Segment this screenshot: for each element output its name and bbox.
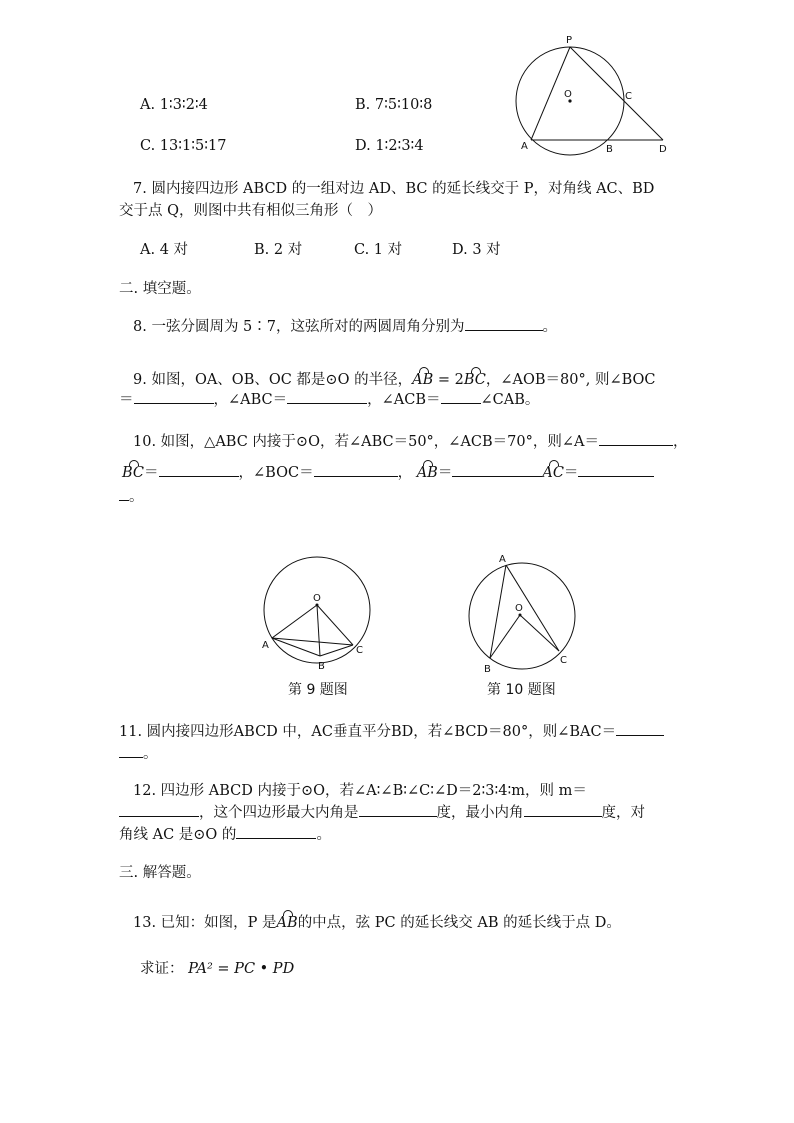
q12-ac-blank[interactable] — [236, 824, 316, 839]
q10-ab-blank[interactable] — [452, 462, 542, 477]
label-o-fig9: O — [313, 593, 321, 604]
q9-boc-blank[interactable] — [134, 389, 214, 404]
section-answer-heading: 三. 解答题。 — [119, 865, 201, 881]
label-d: D — [659, 144, 667, 155]
q10-eq3: ＝ — [563, 465, 579, 481]
q12-ac-label: 角线 AC 是⊙O 的 — [119, 827, 237, 843]
label-b-fig10: B — [484, 664, 491, 675]
q12-min-label: 度，最小内角 — [436, 805, 524, 821]
label-c-fig9: C — [356, 645, 363, 656]
caption-fig9: 第 9 题图 — [288, 682, 348, 698]
arc-ab-q13: AB — [276, 915, 298, 931]
q9-abc-label: ，∠ABC＝ — [213, 392, 288, 408]
section-fill-in-heading: 二. 填空题。 — [119, 281, 201, 297]
chord-ac-fig10 — [506, 565, 559, 651]
q10-sep: ， — [397, 465, 413, 481]
q8-answer-blank[interactable] — [465, 316, 543, 331]
figure-q10 — [460, 550, 590, 680]
q11-answer-blank-cont[interactable] — [119, 743, 143, 758]
q13-prove-label: 求证： — [140, 961, 184, 977]
caption-fig10: 第 10 题图 — [487, 682, 556, 698]
q7-option-c: C. 1 对 — [354, 242, 403, 258]
circle-o-fig10 — [469, 563, 575, 669]
q6-option-c: C. 13∶1∶5∶17 — [140, 138, 227, 154]
radius-ob — [317, 605, 320, 656]
q10-a-blank[interactable] — [599, 431, 673, 446]
q13-prove — [140, 957, 294, 978]
q12-max-label: ，这个四边形最大内角是 — [199, 805, 359, 821]
q7-option-d: D. 3 对 — [452, 242, 501, 258]
q10-boc-blank[interactable] — [314, 462, 398, 477]
q11-text: 11. 圆内接四边形ABCD 中，AC垂直平分BD，若∠BCD＝80°，则∠BAC＝ — [119, 724, 617, 740]
q9-line2 — [119, 388, 539, 409]
q10-end: 。 — [129, 489, 144, 505]
q9-acb-label: ，∠ACB＝ — [367, 392, 441, 408]
chord-ac — [272, 638, 353, 645]
arc-bc-q10: BC — [122, 465, 145, 481]
q13-part1: 13. 已知：如图，P 是 — [133, 915, 277, 931]
label-p: P — [566, 35, 573, 46]
q13-part2: 的中点，弦 PC 的延长线交 AB 的延长线于点 D。 — [297, 915, 621, 931]
radius-oa — [272, 605, 317, 638]
q7-option-a: A. 4 对 — [140, 242, 189, 258]
q9-part2: ，∠AOB＝80°, 则∠BOC — [485, 372, 656, 388]
q10-comma: ， — [673, 434, 688, 450]
q7-line2: 交于点 Q，则图中共有相似三角形（ ） — [119, 203, 382, 219]
label-c: C — [625, 91, 632, 102]
q12-max-blank[interactable] — [359, 802, 437, 817]
q12-diag-label: 度，对 — [601, 805, 645, 821]
q12-line2 — [119, 801, 645, 822]
chord-ab-fig10 — [490, 565, 506, 658]
q8 — [133, 315, 557, 336]
q9-abc-blank[interactable] — [287, 389, 367, 404]
label-o: O — [564, 89, 572, 100]
label-a: A — [521, 141, 528, 152]
q10-ac-blank[interactable] — [578, 462, 654, 477]
q10-line1 — [133, 430, 688, 451]
q9-acb-blank[interactable] — [441, 389, 481, 404]
segment-pd — [570, 47, 663, 140]
q6-option-b: B. 7∶5∶10∶8 — [355, 97, 433, 113]
q7-option-b: B. 2 对 — [254, 242, 303, 258]
q12-line1: 12. 四边形 ABCD 内接于⊙O，若∠A∶∠B∶∠C∶∠D＝2∶3∶4∶m，则 m＝ — [133, 783, 587, 799]
q10-line3 — [119, 485, 144, 506]
q12-end: 。 — [316, 827, 331, 843]
label-a-fig10: A — [499, 554, 506, 565]
chord-bc — [320, 645, 353, 656]
q12-line3 — [119, 823, 331, 844]
label-b: B — [606, 144, 613, 155]
label-o-fig10: O — [515, 603, 523, 614]
label-c-fig10: C — [560, 655, 567, 666]
q9-part1: 9. 如图，OA、OB、OC 都是⊙O 的半径， — [133, 372, 413, 388]
arc-ab: AB — [412, 372, 434, 388]
figure-q6 — [505, 28, 685, 163]
q11-line2 — [119, 742, 158, 763]
arc-ac-q10: AC — [542, 465, 564, 481]
q6-option-a: A. 1∶3∶2∶4 — [140, 97, 208, 113]
q13-line1 — [133, 911, 621, 932]
q10-eq1: ＝ — [144, 465, 159, 481]
q11-line1 — [119, 720, 664, 741]
q13-formula: PA² = PC • PD — [188, 961, 295, 977]
figure-q9 — [255, 555, 375, 680]
q12-m-blank[interactable] — [119, 802, 199, 817]
q11-end: 。 — [143, 746, 158, 762]
q10-boc-label: ，∠BOC＝ — [238, 465, 314, 481]
label-a-fig9: A — [262, 640, 269, 651]
q8-text: 8. 一弦分圆周为 5∶7，这弦所对的两圆周角分别为 — [133, 319, 465, 335]
radius-oc-fig10 — [520, 615, 559, 651]
q9-line1 — [133, 368, 656, 389]
radius-ob-fig10 — [490, 615, 520, 658]
q9-eq: = 2 — [433, 372, 464, 388]
arc-ab-q10: AB — [416, 465, 438, 481]
q10-ac-blank-cont[interactable] — [119, 486, 129, 501]
q12-min-blank[interactable] — [524, 802, 602, 817]
q7-line1: 7. 圆内接四边形 ABCD 的一组对边 AD、BC 的延长线交于 P，对角线 AC、BD — [133, 181, 655, 197]
q8-end: 。 — [542, 319, 558, 335]
q6-option-d: D. 1∶2∶3∶4 — [355, 138, 424, 154]
q11-answer-blank[interactable] — [616, 721, 664, 736]
q9-cab-label: ∠CAB。 — [480, 392, 540, 408]
q10-part1: 10. 如图，△ABC 内接于⊙O，若∠ABC＝50°，∠ACB＝70°，则∠A＝ — [133, 434, 599, 450]
q10-bc-blank[interactable] — [159, 462, 239, 477]
q10-line2 — [122, 461, 654, 482]
radius-oc — [317, 605, 353, 645]
q10-eq2: ＝ — [437, 465, 453, 481]
arc-bc: BC — [463, 372, 486, 388]
label-b-fig9: B — [318, 661, 325, 672]
q9-eq-sign: ＝ — [119, 392, 134, 408]
